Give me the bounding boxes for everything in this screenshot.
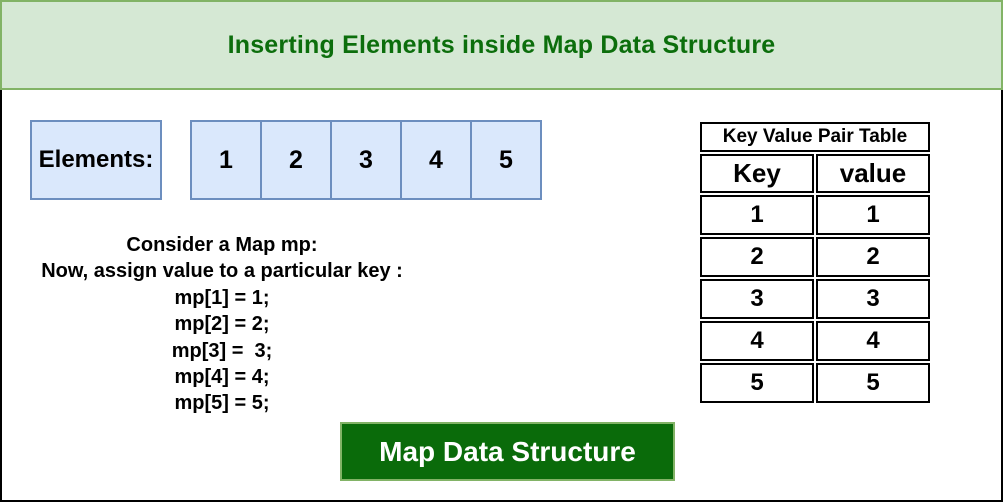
code-line: mp[5] = 5; <box>174 392 270 415</box>
key-cell: 4 <box>700 321 814 361</box>
elements-label-box <box>30 120 162 200</box>
elements-label: Elements: <box>38 146 154 173</box>
notes-block <box>4 232 440 417</box>
footer-label: Map Data Structure <box>379 435 636 467</box>
table-row <box>700 195 930 235</box>
key-value-table <box>700 122 930 403</box>
column-header-key: Key <box>700 154 814 193</box>
value-cell: 4 <box>816 321 930 361</box>
code-line: mp[4] = 4; <box>174 366 270 389</box>
code-line: mp[2] = 2; <box>174 313 270 336</box>
page-title: Inserting Elements inside Map Data Structure <box>227 30 776 59</box>
table-title: Key Value Pair Table <box>700 122 930 152</box>
key-cell: 1 <box>700 195 814 235</box>
value-cell: 5 <box>816 363 930 403</box>
value-cell: 2 <box>816 237 930 277</box>
footer-banner <box>340 422 675 481</box>
table-row <box>700 321 930 361</box>
table-row <box>700 363 930 403</box>
value-cell: 3 <box>816 279 930 319</box>
value-cell: 1 <box>816 195 930 235</box>
key-cell: 3 <box>700 279 814 319</box>
array-cell: 4 <box>400 120 472 200</box>
title-banner <box>0 0 1003 90</box>
array-cell: 1 <box>190 120 262 200</box>
key-cell: 2 <box>700 237 814 277</box>
elements-array <box>190 120 542 200</box>
array-cell: 2 <box>260 120 332 200</box>
key-cell: 5 <box>700 363 814 403</box>
table-header-row <box>700 154 930 193</box>
code-line: mp[1] = 1; <box>174 286 270 309</box>
table-row <box>700 237 930 277</box>
code-line: mp[3] = 3; <box>171 339 273 362</box>
column-header-value: value <box>816 154 930 193</box>
note-line: Consider a Map mp: <box>126 234 318 256</box>
array-cell: 5 <box>470 120 542 200</box>
array-cell: 3 <box>330 120 402 200</box>
table-row <box>700 279 930 319</box>
note-line: Now, assign value to a particular key : <box>41 260 403 283</box>
